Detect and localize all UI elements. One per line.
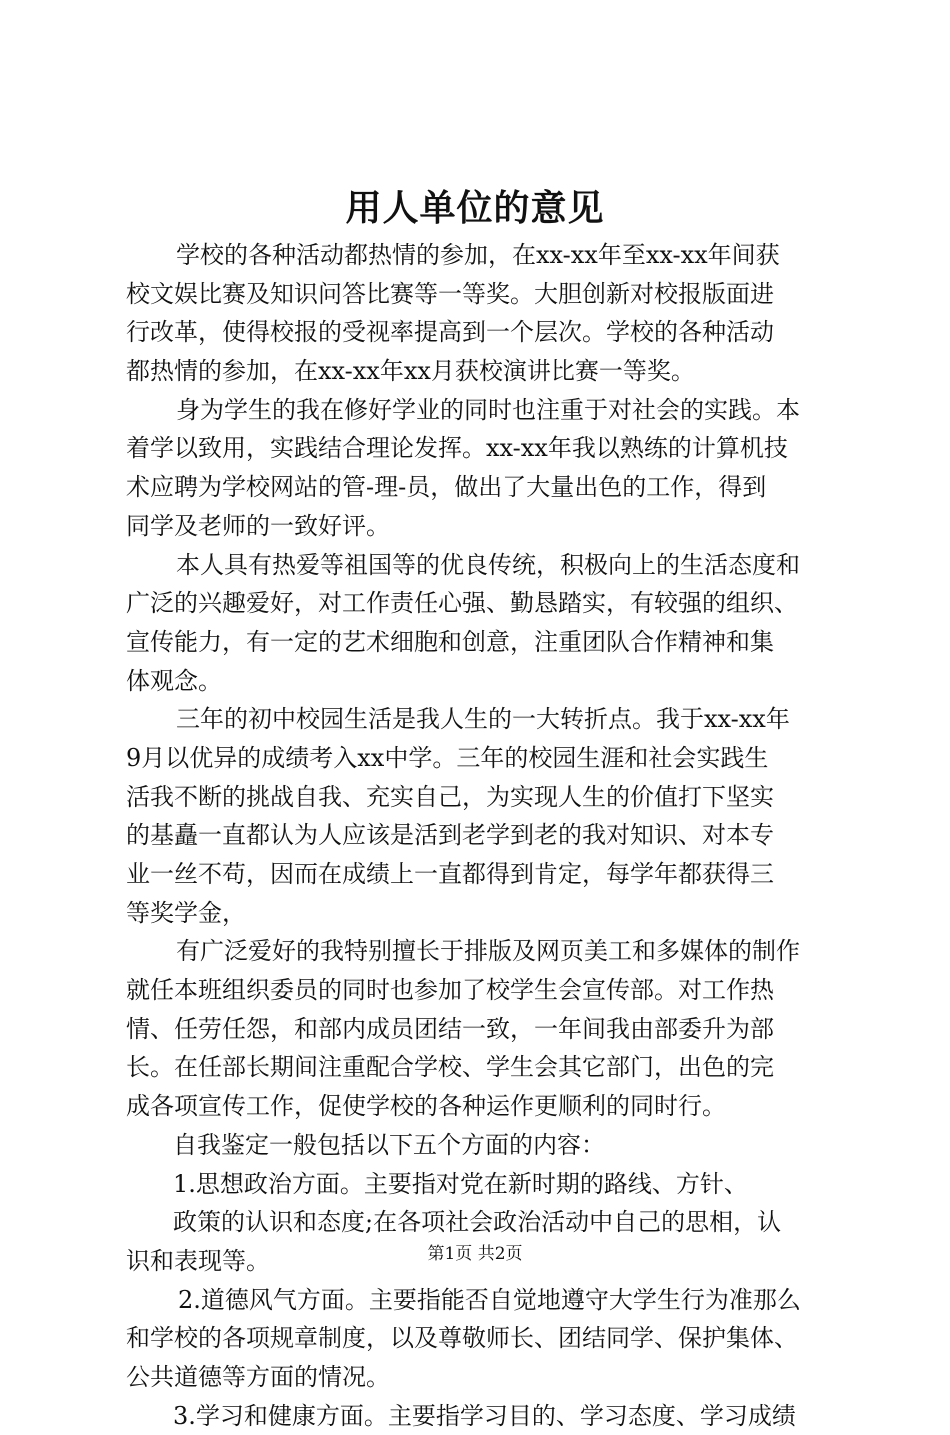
paragraph-line: 本人具有热爱等祖国等的优良传统，积极向上的生活态度和 bbox=[176, 550, 800, 579]
paragraph-line: 都热情的参加，在xx-xx年xx月获校演讲比赛一等奖。 bbox=[126, 357, 695, 386]
paragraph-line: 三年的初中校园生活是我人生的一大转折点。我于xx-xx年 bbox=[176, 705, 790, 734]
paragraph-line: 2.道德风气方面。主要指能否自觉地遵守大学生行为准那么 bbox=[178, 1285, 801, 1314]
paragraph-line: 情、任劳任怨，和部内成员团结一致，一年间我由部委升为部 bbox=[126, 1014, 774, 1043]
document-title: 用人单位的意见 bbox=[345, 187, 605, 229]
page-number-footer: 第1页 共2页 bbox=[427, 1244, 523, 1264]
paragraph-line: 活我不断的挑战自我、充实自己，为实现人生的价值打下坚实 bbox=[126, 782, 774, 811]
paragraph-line: 就任本班组织委员的同时也参加了校学生会宣传部。对工作热 bbox=[126, 976, 774, 1005]
paragraph-line: 业一丝不苟，因而在成绩上一直都得到肯定，每学年都获得三 bbox=[126, 860, 774, 888]
paragraph-line: 体观念。 bbox=[126, 666, 222, 695]
paragraph-line: 着学以致用，实践结合理论发挥。xx-xx年我以熟练的计算机技 bbox=[126, 434, 788, 463]
paragraph-line: 术应聘为学校网站的管-理-员，做出了大量出色的工作，得到 bbox=[126, 473, 767, 502]
paragraph-line: 学校的各种活动都热情的参加，在xx-xx年至xx-xx年间获 bbox=[176, 241, 780, 269]
paragraph-line: 识和表现等。 bbox=[126, 1246, 270, 1275]
paragraph-line: 的基矗一直都认为人应该是活到老学到老的我对知识、对本专 bbox=[126, 821, 774, 850]
paragraph-line: 行改革，使得校报的受视率提高到一个层次。学校的各种活动 bbox=[126, 318, 774, 347]
paragraph-line: 身为学生的我在修好学业的同时也注重于对社会的实践。本 bbox=[176, 395, 800, 424]
paragraph-line: 3.学习和健康方面。主要指学习目的、学习态度、学习成绩 bbox=[173, 1401, 796, 1430]
paragraph-line: 9月以优异的成绩考入xx中学。三年的校园生涯和社会实践生 bbox=[126, 743, 769, 772]
paragraph-line: 长。在任部长期间注重配合学校、学生会其它部门，出色的完 bbox=[126, 1053, 774, 1082]
paragraph-line: 等奖学金， bbox=[126, 898, 246, 927]
paragraph-line: 和学校的各项规章制度，以及尊敬师长、团结同学、保护集体、 bbox=[126, 1324, 798, 1353]
paragraph-line: 自我鉴定一般包括以下五个方面的内容： bbox=[173, 1130, 605, 1159]
paragraph-line: 有广泛爱好的我特别擅长于排版及网页美工和多媒体的制作 bbox=[176, 937, 800, 966]
paragraph-line: 广泛的兴趣爱好，对工作责任心强、勤恳踏实，有较强的组织、 bbox=[126, 589, 798, 618]
paragraph-line: 成各项宣传工作，促使学校的各种运作更顺利的同时行。 bbox=[126, 1092, 726, 1121]
paragraph-line: 同学及老师的一致好评。 bbox=[126, 511, 390, 540]
paragraph-line: 公共道德等方面的情况。 bbox=[126, 1362, 390, 1391]
paragraph-line: 校文娱比赛及知识问答比赛等一等奖。大胆创新对校报版面进 bbox=[126, 279, 774, 308]
paragraph-line: 宣传能力，有一定的艺术细胞和创意，注重团队合作精神和集 bbox=[126, 627, 774, 656]
paragraph-line: 政策的认识和态度;在各项社会政治活动中自己的思相，认 bbox=[173, 1208, 782, 1237]
paragraph-line: 1.思想政治方面。主要指对党在新时期的路线、方针、 bbox=[173, 1169, 748, 1198]
